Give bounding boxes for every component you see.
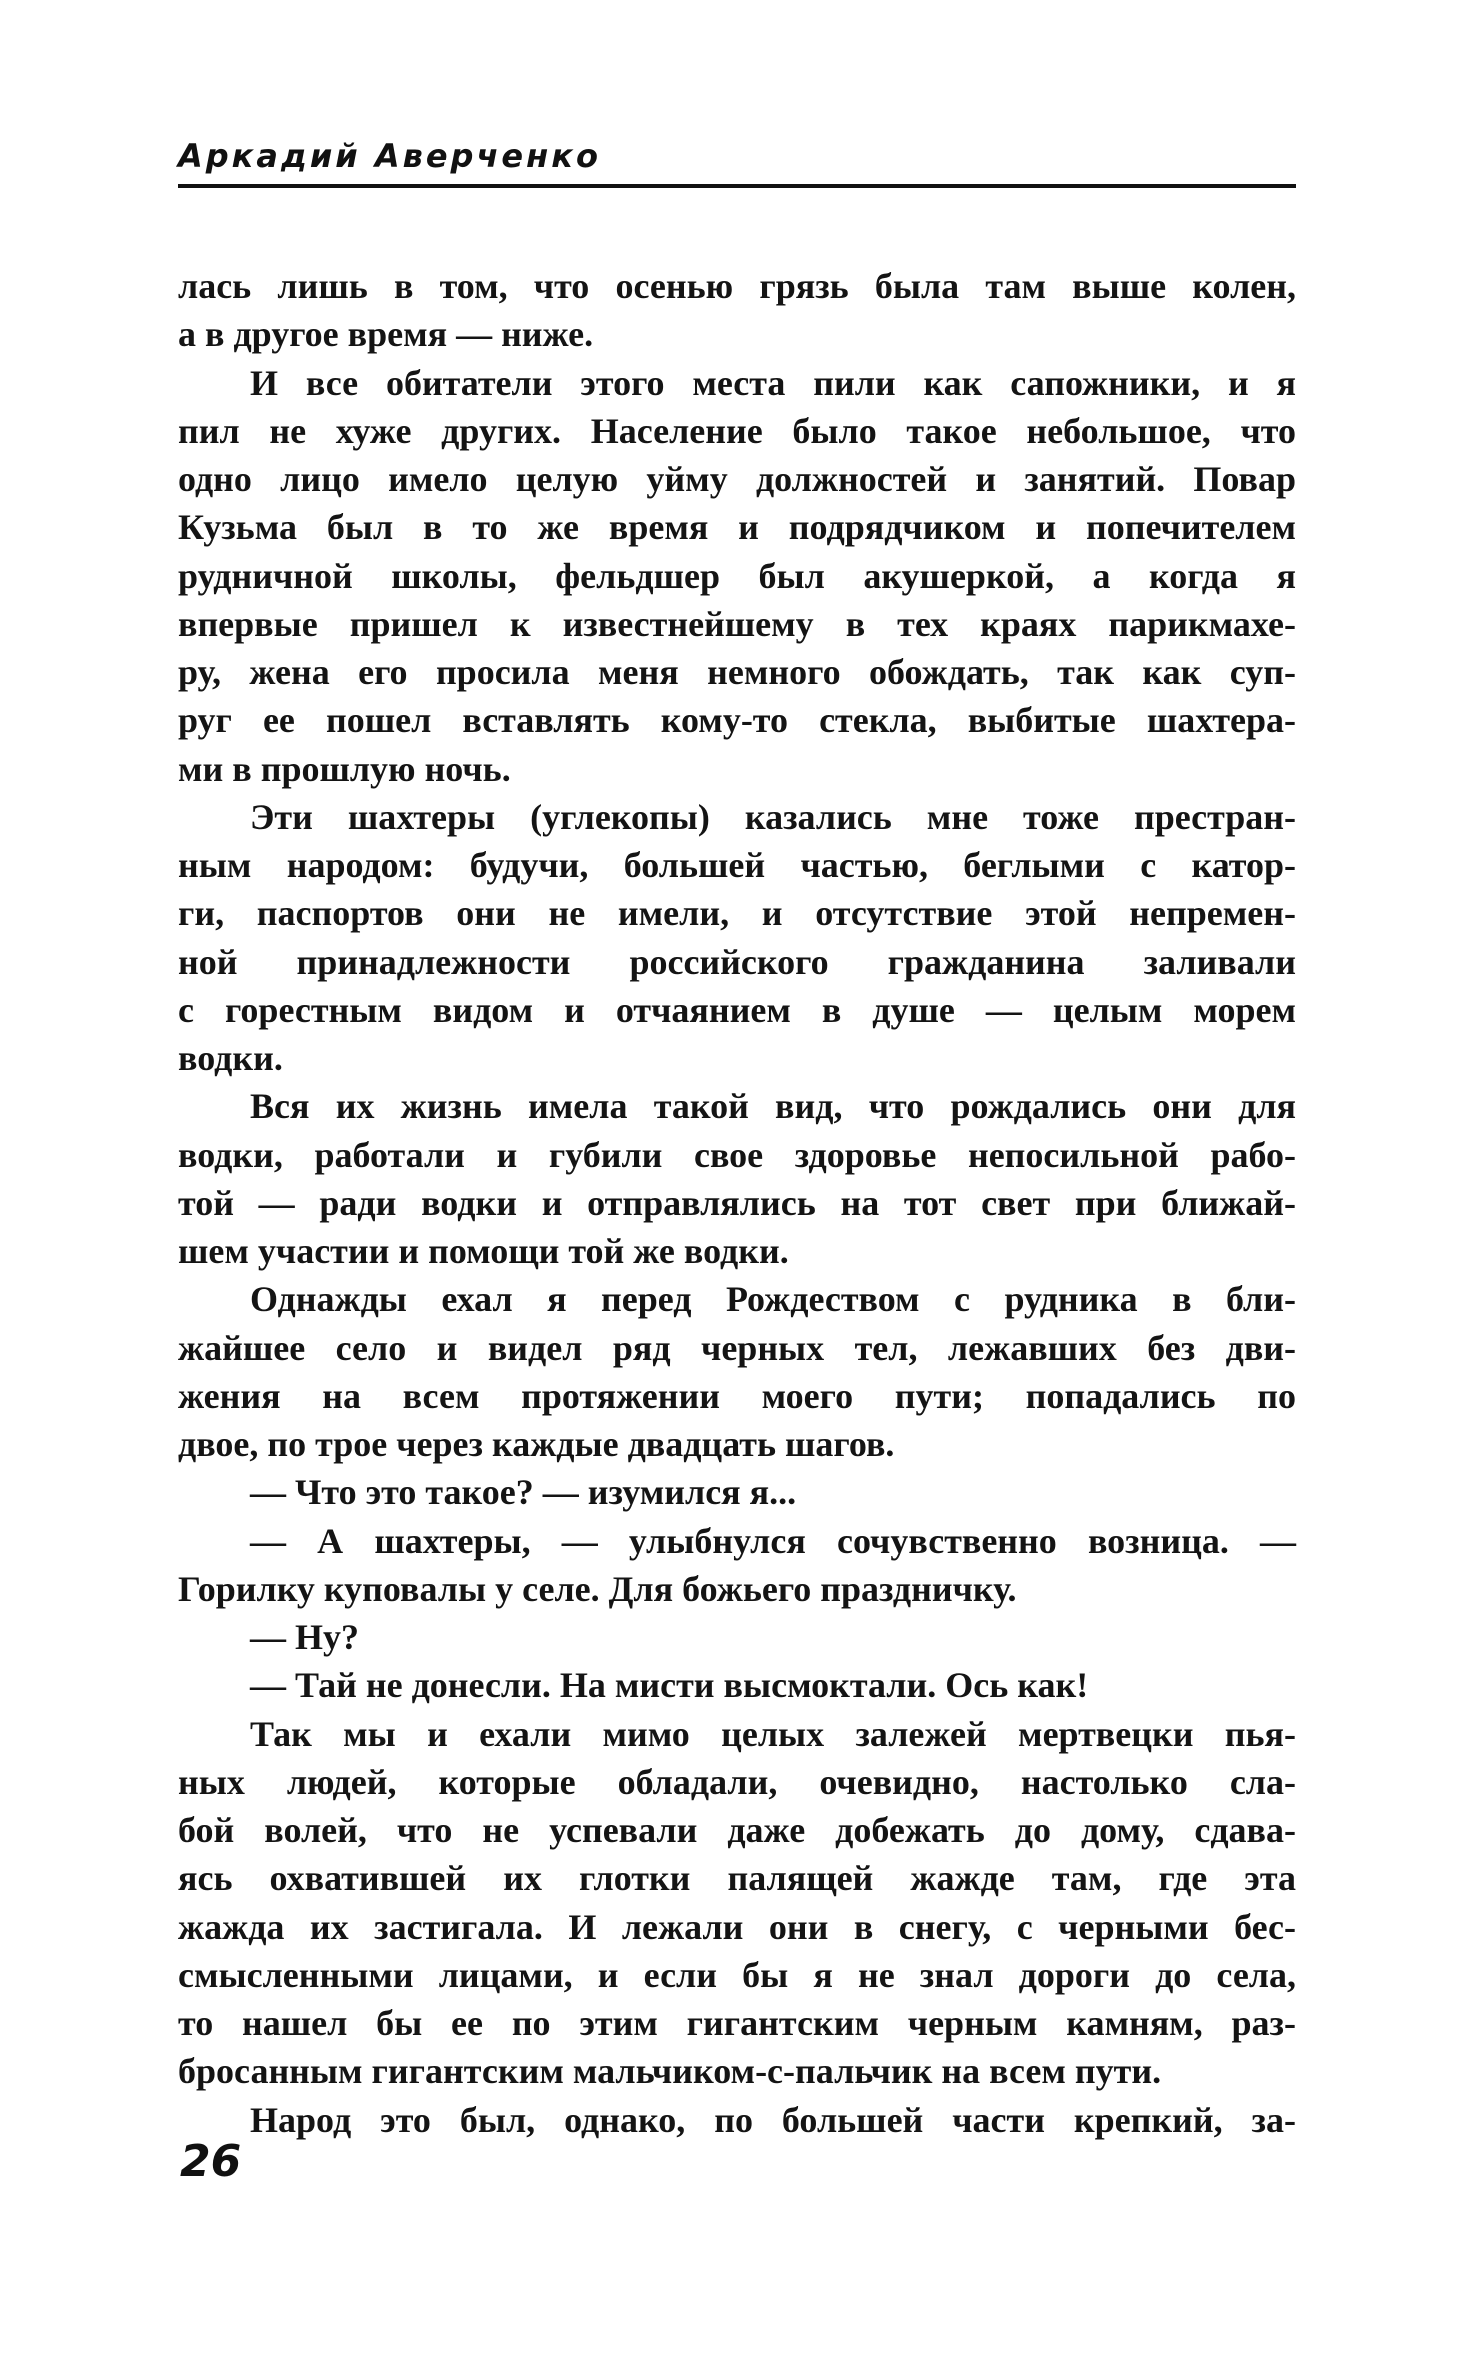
text-line: той — ради водки и отправлялись на тот свет при ближай- <box>178 1182 1296 1223</box>
text-line: руг ее пошел вставлять кому-то стекла, выбитые шахтера- <box>178 700 1296 741</box>
text-line: бой волей, что не успевали даже добежать до дому, сдава- <box>178 1810 1296 1850</box>
text-line: ми в прошлую ночь. <box>178 748 511 789</box>
running-head-author: Аркадий Аверченко <box>178 137 601 175</box>
text-line: жажда их застигала. И лежали они в снегу, с черными бес- <box>178 1906 1296 1947</box>
text-line: лась лишь в том, что осенью грязь была там выше колен, <box>178 266 1296 306</box>
text-line: водки, работали и губили свое здоровье непосильной рабо- <box>178 1134 1296 1175</box>
text-line: с горестным видом и отчаянием в душе — целым морем <box>178 989 1296 1030</box>
text-line: Так мы и ехали мимо целых залежей мертвецки пья- <box>250 1713 1296 1754</box>
page-number: 26 <box>180 2136 242 2187</box>
text-line: одно лицо имело целую уйму должностей и занятий. Повар <box>178 459 1296 499</box>
text-line: жения на всем протяжении моего пути; попадались по <box>178 1375 1296 1416</box>
text-line: Кузьма был в то же время и подрядчиком и попечителем <box>178 507 1296 548</box>
text-line: то нашел бы ее по этим гигантским черным камням, раз- <box>178 2003 1296 2043</box>
text-line: смысленными лицами, и если бы я не знал дороги до села, <box>178 1954 1296 1995</box>
text-line: И все обитатели этого места пили как сапожники, и я <box>250 362 1296 403</box>
text-line: жайшее село и видел ряд черных тел, лежавших без дви- <box>178 1327 1296 1368</box>
text-line: ги, паспортов они не имели, и отсутствие этой непремен- <box>178 893 1296 934</box>
text-line: рудничной школы, фельдшер был акушеркой, а когда я <box>178 555 1296 596</box>
text-line: шем участии и помощи той же водки. <box>178 1231 789 1271</box>
text-line: — Ну? <box>250 1617 360 1657</box>
text-line: двое, по трое через каждые двадцать шагов. <box>178 1424 895 1464</box>
text-line: впервые пришел к известнейшему в тех краях парикмахе- <box>178 603 1296 644</box>
text-line: Однажды ехал я перед Рождеством с рудника в бли- <box>250 1279 1296 1320</box>
text-line: Вся их жизнь имела такой вид, что рождались они для <box>250 1086 1296 1127</box>
text-line: а в другое время — ниже. <box>178 314 594 355</box>
text-line: Эти шахтеры (углекопы) казались мне тоже престран- <box>250 796 1296 837</box>
text-line: — Что это такое? — изумился я... <box>250 1472 797 1513</box>
body-text <box>178 262 1296 2144</box>
text-line: пил не хуже других. Население было такое небольшое, что <box>178 410 1296 451</box>
running-head <box>178 136 1296 188</box>
text-line: ру, жена его просила меня немного обождать, так как суп- <box>178 652 1296 692</box>
text-line: бросанным гигантским мальчиком-с-пальчик на всем пути. <box>178 2051 1162 2092</box>
text-line: водки. <box>178 1038 283 1078</box>
text-line: — Тай не донесли. На мисти высмоктали. Ось как! <box>250 1665 1089 1706</box>
text-line: ясь охватившей их глотки палящей жажде там, где эта <box>178 1858 1296 1899</box>
text-line: Горилку куповалы у селе. Для божьего праздничку. <box>178 1568 1017 1609</box>
text-line: ных людей, которые обладали, очевидно, настолько сла- <box>178 1761 1296 1802</box>
text-line: ной принадлежности российского гражданина заливали <box>178 941 1296 982</box>
text-line: ным народом: будучи, большей частью, беглыми с катор- <box>178 845 1296 885</box>
text-line: — А шахтеры, — улыбнулся сочувственно возница. — <box>250 1520 1296 1561</box>
text-line: Народ это был, однако, по большей части крепкий, за- <box>250 2099 1296 2140</box>
